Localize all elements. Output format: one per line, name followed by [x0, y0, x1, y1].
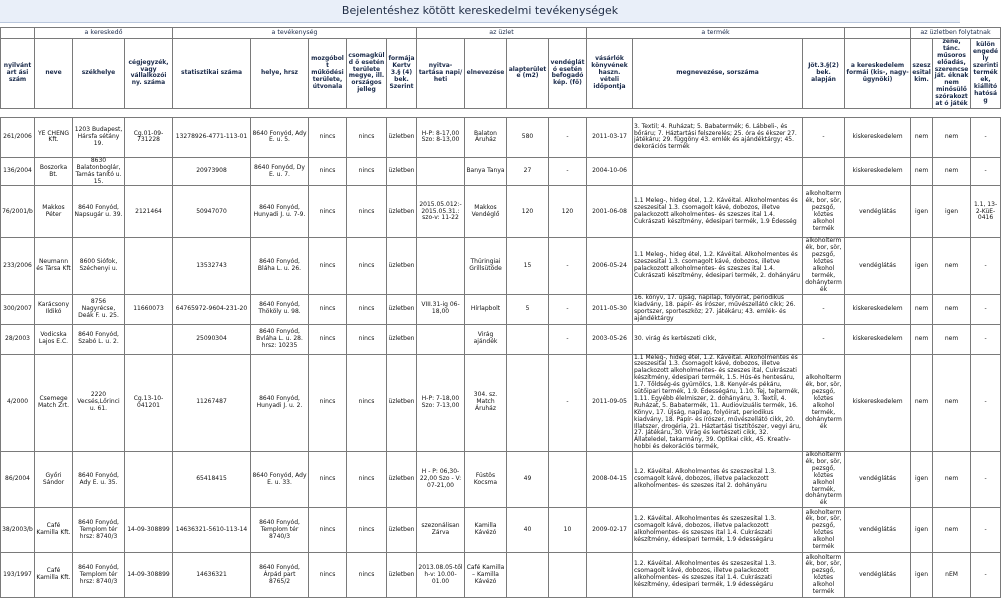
table-cell: Café Kamilla Kft.: [35, 508, 73, 553]
table-cell: 8640 Fonyód, Hunyadi J. u. 7-9.: [251, 186, 309, 238]
table-cell: 300/2007: [1, 294, 35, 324]
table-cell: [549, 452, 587, 508]
column-header: mozgóbolt működési területe, útvonala: [309, 39, 347, 109]
spacer-cell: [845, 108, 911, 117]
table-row: [1, 508, 1001, 553]
table-cell: vendéglátás: [845, 186, 911, 238]
table-cell: nincs: [347, 117, 387, 157]
table-row: [1, 157, 1001, 186]
table-cell: igen: [911, 238, 933, 294]
table-cell: 2004-10-06: [587, 157, 633, 186]
column-header: helye, hrsz: [251, 39, 309, 109]
table-cell: [417, 324, 465, 354]
table-row: [1, 294, 1001, 324]
table-cell: 8640 Fonyód, Hunyadi J. u. 2.: [251, 354, 309, 451]
table-cell: Csemege Match Zrt.: [35, 354, 73, 451]
table-row: [1, 553, 1001, 598]
table-cell: nem: [933, 117, 971, 157]
table-cell: 86/2004: [1, 452, 35, 508]
table-cell: kiskereskedelem: [845, 354, 911, 451]
table-cell: 4/2000: [1, 354, 35, 451]
table-cell: vendéglátás: [845, 238, 911, 294]
table-cell: YE CHENG Kft.: [35, 117, 73, 157]
table-cell: nincs: [347, 324, 387, 354]
table-cell: üzletben: [387, 117, 417, 157]
table-cell: [507, 553, 549, 598]
table-cell: nincs: [347, 238, 387, 294]
table-cell: 8640 Fonyód, Napsugár u. 39.: [73, 186, 125, 238]
spacer-cell: [465, 108, 507, 117]
table-cell: 8640 Fonyód, Bvláha L. u. 28. hrsz: 10235: [251, 324, 309, 354]
table-cell: [125, 238, 173, 294]
table-cell: üzletben: [387, 186, 417, 238]
table-cell: 11660073: [125, 294, 173, 324]
group-header: [845, 28, 911, 39]
table-cell: 8640 Fonyód, Templom tér hrsz: 8740/3: [73, 508, 125, 553]
table-cell: igen: [911, 508, 933, 553]
table-cell: Balaton Áruház: [465, 117, 507, 157]
table-cell: nincs: [309, 157, 347, 186]
table-cell: [417, 238, 465, 294]
table-cell: nem: [933, 238, 971, 294]
table-cell: nem: [911, 117, 933, 157]
table-cell: 2013.08.05-től h-v: 10.00-01.00: [417, 553, 465, 598]
table-cell: nincs: [309, 117, 347, 157]
table-cell: -: [549, 354, 587, 451]
table-cell: nem: [933, 157, 971, 186]
table-cell: nincs: [309, 238, 347, 294]
table-cell: nem: [911, 324, 933, 354]
table-cell: nincs: [347, 294, 387, 324]
table-cell: 2011-05-30: [587, 294, 633, 324]
column-header: vásárlók könyvének haszn. vételi időpontja: [587, 39, 633, 109]
column-header: statisztikai száma: [173, 39, 251, 109]
table-cell: 120: [507, 186, 549, 238]
table-cell: -: [549, 238, 587, 294]
table-cell: -: [971, 452, 1001, 508]
table-cell: 15: [507, 238, 549, 294]
table-cell: nem: [911, 157, 933, 186]
table-cell: 261/2006: [1, 117, 35, 157]
table-cell: nincs: [309, 354, 347, 451]
spacer-cell: [251, 108, 309, 117]
spacer-cell: [417, 108, 465, 117]
table-cell: Kamilla Kávézó: [465, 508, 507, 553]
table-cell: -: [971, 117, 1001, 157]
document-title-bar: [0, 0, 960, 23]
table-cell: 64765972-9604-231-20: [173, 294, 251, 324]
table-cell: nincs: [309, 294, 347, 324]
table-cell: 8640 Fonyód, Szabó L. u. 2.: [73, 324, 125, 354]
table-cell: 8640 Fonyód, Templom tér hrsz: 8740/3: [73, 553, 125, 598]
table-cell: Café Kamilla Kft.: [35, 553, 73, 598]
spacer-cell: [1, 108, 35, 117]
column-header: nyilvántart ási szám: [1, 39, 35, 109]
table-cell: alkoholtermék, bor, sör, pezsgő, köztes alkohol termék: [803, 508, 845, 553]
table-cell: igen: [911, 186, 933, 238]
table-cell: 3. Textil; 4. Ruházat; 5. Babatermék; 6. Lábbeli-, és bőráru; 7. Háztartási felszerelés; 25. óra és ékszer 27. játékáru; 29. függöny 43. emlék és ajándéktárgy; 45. dekorációs termék: [633, 117, 803, 157]
column-header: elnevezése: [465, 39, 507, 109]
table-cell: 1.2. Kávéital. Alkoholmentes és szeszesital 1.3. csomagolt kávé, dobozos, illetve palackozott alkoholmentes- és szeszes ital 2. dohányáru: [633, 452, 803, 508]
table-cell: 25090304: [173, 324, 251, 354]
table-cell: Thüringiai Grillsütöde: [465, 238, 507, 294]
table-cell: H-P: 8-17,00 Szo: 8-13,00: [417, 117, 465, 157]
table-cell: Győri Sándor: [35, 452, 73, 508]
table-cell: 120: [549, 186, 587, 238]
table-cell: -: [803, 117, 845, 157]
group-header: a kereskedő: [35, 28, 173, 39]
spacer-cell: [73, 108, 125, 117]
spacer-cell: [549, 108, 587, 117]
table-cell: 304. sz. Match Áruház: [465, 354, 507, 451]
table-cell: nem: [933, 354, 971, 451]
table-cell: 1.1 Meleg-, hideg étel, 1.2. Kávéital. Alkoholmentes és szeszesital 1.3. csomagolt kávé, dobozos, illetve palackozott alkoholmentes- és szeszes ital 1.4. Cukrászati készítmény, édesipari termék, 2. dohányáru: [633, 238, 803, 294]
table-cell: -: [971, 324, 1001, 354]
table-cell: [507, 324, 549, 354]
table-cell: Karácsony Ildikó: [35, 294, 73, 324]
table-row: [1, 117, 1001, 157]
column-header: székhelye: [73, 39, 125, 109]
table-cell: alkoholtermék, bor, sör, pezsgő, köztes alkohol termék: [803, 553, 845, 598]
table-cell: -: [803, 294, 845, 324]
table-cell: üzletben: [387, 553, 417, 598]
table-cell: nincs: [347, 553, 387, 598]
table-cell: nem: [933, 324, 971, 354]
table-cell: 20973908: [173, 157, 251, 186]
table-cell: 8640 Fonyód, Thököly u. 98.: [251, 294, 309, 324]
table-cell: [125, 157, 173, 186]
table-cell: 13532743: [173, 238, 251, 294]
table-cell: 1.2. Kávéital. Alkoholmentes és szeszesital 1.3. csomagolt kávé, dobozos, illetve palackozott alkoholmentes- és szeszes ital 1.4. Cukrászati készítmény, édesipari termék, 1.9 édességáru: [633, 553, 803, 598]
spacer-cell: [633, 108, 803, 117]
table-cell: 16. könyv, 17. újság, napilap, folyóirat, periodikus kiadvány, 18. papír- és írószer, művészellátó cikk; 26. sportszer, sporteszköz; 27. játékáru; 43. emlék- és ajándéktárgy: [633, 294, 803, 324]
table-cell: 49: [507, 452, 549, 508]
table-cell: nincs: [347, 186, 387, 238]
table-cell: 580: [507, 117, 549, 157]
table-cell: Cg.01-09-731228: [125, 117, 173, 157]
table-cell: 28/2003: [1, 324, 35, 354]
table-cell: 8640 Fonyód, Bláha L. u. 26.: [251, 238, 309, 294]
table-cell: 76/2001/b: [1, 186, 35, 238]
table-cell: Makkos Vendéglő: [465, 186, 507, 238]
column-header: megnevezése, sorszáma: [633, 39, 803, 109]
table-cell: 14636321-5610-113-14: [173, 508, 251, 553]
group-header: az üzlet: [417, 28, 587, 39]
column-header: csomagküld ő esetén területe megye, ill. országos jelleg: [347, 39, 387, 109]
table-row: [1, 452, 1001, 508]
table-cell: 2001-06-08: [587, 186, 633, 238]
table-cell: nincs: [309, 324, 347, 354]
table-cell: H - P: 06,30-22,00 Szo - V: 07-21,00: [417, 452, 465, 508]
table-cell: -: [549, 294, 587, 324]
spacer-cell: [587, 108, 633, 117]
table-cell: 8600 Siófok, Széchenyi u.: [73, 238, 125, 294]
group-header: a tevékenység: [173, 28, 417, 39]
table-cell: 193/1997: [1, 553, 35, 598]
table-cell: 2009-02-17: [587, 508, 633, 553]
table-cell: -: [971, 508, 1001, 553]
spacer-cell: [35, 108, 73, 117]
table-cell: 2011-09-05: [587, 354, 633, 451]
table-cell: [803, 157, 845, 186]
table-cell: 14-09-308899: [125, 553, 173, 598]
table-cell: Cg.13-10-041201: [125, 354, 173, 451]
table-cell: nincs: [309, 186, 347, 238]
table-cell: nem: [911, 354, 933, 451]
table-cell: -: [549, 324, 587, 354]
spacer-cell: [911, 108, 933, 117]
table-cell: -: [971, 294, 1001, 324]
table-cell: vendéglátás: [845, 553, 911, 598]
table-cell: 50947070: [173, 186, 251, 238]
column-header: szeszesital kim.: [911, 39, 933, 109]
spacer-cell: [125, 108, 173, 117]
table-cell: Café Kamilla – Kamilla Kávézó: [465, 553, 507, 598]
column-header-row: [1, 39, 1001, 109]
table-cell: üzletben: [387, 294, 417, 324]
table-cell: nincs: [309, 553, 347, 598]
table-cell: igen: [933, 186, 971, 238]
table-cell: 5: [507, 294, 549, 324]
table-cell: 8640 Fonyód, Ady E. u. 5.: [251, 117, 309, 157]
table-cell: üzletben: [387, 452, 417, 508]
table-cell: nem: [933, 294, 971, 324]
table-cell: vendéglátás: [845, 452, 911, 508]
table-cell: 8640 Fonyód, Árpád part 8765/2: [251, 553, 309, 598]
spacer-cell: [347, 108, 387, 117]
table-cell: 14636321: [173, 553, 251, 598]
table-cell: -: [971, 553, 1001, 598]
table-cell: nem: [933, 452, 971, 508]
column-header: a kereskedelem formái (kis-, nagy- ügynöki): [845, 39, 911, 109]
table-cell: 30. virág és kertészeti cikk,: [633, 324, 803, 354]
column-header: neve: [35, 39, 73, 109]
column-header: vendéglátó esetén befogadó kép. (fő): [549, 39, 587, 109]
table-cell: [587, 553, 633, 598]
table-cell: [507, 354, 549, 451]
table-cell: Boszorka Bt.: [35, 157, 73, 186]
table-cell: 2015.05.012:- 2015.05.31.: szo-v: 11-22: [417, 186, 465, 238]
table-cell: 2011-03-17: [587, 117, 633, 157]
table-cell: alkoholtermék, bor, sör, pezsgő, köztes alkohol termék: [803, 186, 845, 238]
table-cell: 1.1 Meleg-, hideg étel, 1.2. Kávéital. Alkoholmentes és szeszesital 1.3. csomagolt kávé, dobozos, illetve palackozott alkoholmentes- és szeszes ital, Cukrászati készítmény, édesipari termék, 1.5. Hús-és hentesáru, 1.7. Tőldség-és gyümölcs, 1.8. Kenyér-és pékáru, sütőipari termék, 1.9. Édességáru, 1.10. Tej, tejtermék, 1.11. Egyébb élelmiszer, 2. dohányáru, 3. Textil, 4. Ruházat, 5. Babatermék, 11. Audiovizuális termék, 16. Könyv, 17. Újság, napilap, folyóirat, periodikus kiadvány, 18. Papír- és írószer, művészellátó cikk, 20. Illatszer, drogéria, 21. Háztartási tisztítószer, vegyi áru, 27. Játékáru, 30. Virág és kertészeti cikk, 32. Állateledel, takarmány, 39. Optikai cikk, 45. Kreatív- hobbi és dekorációs termék,: [634, 353, 801, 451]
table-cell: 2003-05-26: [587, 324, 633, 354]
table-cell: nincs: [347, 452, 387, 508]
table-cell: 11267487: [173, 354, 251, 451]
column-header: cégjegyzék, vagy vállalkozói ny. száma: [125, 39, 173, 109]
table-cell: nem: [911, 294, 933, 324]
table-cell: alkoholtermék, bor, sör, pezsgő, köztes alkohol termék, dohánytermék: [803, 354, 845, 451]
table-cell: Virág ajándék: [465, 324, 507, 354]
table-cell: üzletben: [387, 354, 417, 451]
table-cell: 8756 Nagyrécse, Deák F. u. 25.: [73, 294, 125, 324]
group-header: az üzletben folytatnak: [911, 28, 1001, 39]
table-cell: üzletben: [387, 238, 417, 294]
column-header: zene, tánc. műsoros előadás, szerencseját. éknak nem minősülő szórakoztat ó játék: [933, 39, 971, 109]
table-cell: nincs: [347, 508, 387, 553]
group-header: a termék: [587, 28, 845, 39]
table-cell: 27: [507, 157, 549, 186]
table-cell: [125, 324, 173, 354]
table-cell: üzletben: [387, 324, 417, 354]
table-cell: kiskereskedelem: [845, 117, 911, 157]
spacer-cell: [507, 108, 549, 117]
column-header: alapterülete (m2): [507, 39, 549, 109]
table-cell: nEM: [933, 553, 971, 598]
spacer-cell: [933, 108, 971, 117]
table-cell: nincs: [309, 508, 347, 553]
document-title: Bejelentéshez kötött kereskedelmi tevékenységek: [341, 4, 619, 17]
table-cell: 38/2003/b: [1, 508, 35, 553]
table-cell: 1203 Budapest, Hársfa sétány 19.: [73, 117, 125, 157]
table-cell: 2121464: [125, 186, 173, 238]
table-cell: 8640 Fonyód, Dy E. u. 7.: [251, 157, 309, 186]
table-cell: -: [803, 324, 845, 354]
table-cell: VIII.31-ig 06-18,00: [417, 294, 465, 324]
table-cell: -: [971, 238, 1001, 294]
table-cell: kiskereskedelem: [845, 294, 911, 324]
group-header: [1, 28, 35, 39]
table-cell: 10: [549, 508, 587, 553]
table-cell: -: [549, 117, 587, 157]
spacer-cell: [971, 108, 1001, 117]
table-cell: Füstös Kocsma: [465, 452, 507, 508]
column-header: nyitva-tartása napi/ heti: [417, 39, 465, 109]
table-cell: nincs: [309, 452, 347, 508]
table-cell: -: [971, 354, 1001, 451]
spacer-cell: [173, 108, 251, 117]
table-cell: kiskereskedelem: [845, 157, 911, 186]
table-cell: [633, 157, 803, 186]
table-cell: 14-09-308899: [125, 508, 173, 553]
spacer-row: [1, 108, 1001, 117]
table-cell: igen: [911, 452, 933, 508]
table-cell: Makkos Péter: [35, 186, 73, 238]
table-cell: igen: [911, 553, 933, 598]
table-cell: [417, 157, 465, 186]
spacer-cell: [387, 108, 417, 117]
table-cell: [549, 553, 587, 598]
table-cell: kiskereskedelem: [845, 324, 911, 354]
spacer-cell: [309, 108, 347, 117]
table-cell: 8640 Fonyód, Templom tér 8740/3: [251, 508, 309, 553]
table-cell: vendéglátás: [845, 508, 911, 553]
table-cell: 2008-04-15: [587, 452, 633, 508]
table-cell: 1.2. Kávéital. Alkoholmentes és szeszesital 1.3. csomagolt kávé, dobozos, illetve palackozott alkoholmentes- és szeszes ital 1.4. Cukrászati készítmény, édesipari termék, 1.9 édességáru: [633, 508, 803, 553]
table-cell: szezonálisan Zárva: [417, 508, 465, 553]
registry-table: [0, 27, 1001, 598]
table-cell: nem: [933, 508, 971, 553]
column-header: formája Kertv 3.§ (4) bek. Szerint: [387, 39, 417, 109]
table-cell: Vodicska Lajos E.C.: [35, 324, 73, 354]
column-header: Jöt.3.§(2) bek. alapján: [803, 39, 845, 109]
table-cell: 65418415: [173, 452, 251, 508]
table-cell: üzletben: [387, 157, 417, 186]
table-body: [1, 108, 1001, 597]
table-cell: 1.1 Meleg-, hideg étel, 1.2. Kávéital. Alkoholmentes és szeszesital 1.3. csomagolt kávé, dobozos, illetve palackozott alkoholmentes- és szeszes ital 1.4. Cukrászati készítmény, édesipari termék, 1.9 Édesség: [633, 186, 803, 238]
table-cell: 13278926-4771-113-01: [173, 117, 251, 157]
table-cell: Neumann és Társa Kft: [35, 238, 73, 294]
spacer-cell: [803, 108, 845, 117]
table-cell: nincs: [347, 157, 387, 186]
table-cell: -: [971, 157, 1001, 186]
table-cell: 8630 Balatonboglár, Tamás tanító u. 15.: [73, 157, 125, 186]
table-row: [1, 238, 1001, 294]
table-cell: üzletben: [387, 508, 417, 553]
table-cell: 8640 Fonyód, Ady E. u. 35.: [73, 452, 125, 508]
table-cell: alkoholtermék, bor, sör, pezsgő, köztes alkohol termék, dohánytermék: [803, 238, 845, 294]
table-row: [1, 324, 1001, 354]
table-cell: [125, 452, 173, 508]
column-header: külön engedély szerinti termékek, kiállító hatóság: [971, 39, 1001, 109]
table-cell: nincs: [347, 354, 387, 451]
table-cell: alkoholtermék, bor, sör, pezsgő, köztes alkohol termék, dohánytermék: [803, 452, 845, 508]
table-cell: H-P: 7-18,00 Szo: 7-13,00: [417, 354, 465, 451]
table-cell: 40: [507, 508, 549, 553]
table-cell: 136/2004: [1, 157, 35, 186]
table-row: [1, 186, 1001, 238]
table-cell: -: [549, 157, 587, 186]
table-cell: Hírlapbolt: [465, 294, 507, 324]
table-cell: 8640 Fonyód, Ady E. u. 33.: [251, 452, 309, 508]
table-cell: Banya Tanya: [465, 157, 507, 186]
table-cell: 2006-05-24: [587, 238, 633, 294]
table-cell: 233/2006: [1, 238, 35, 294]
table-cell: 1.1, 13-2-KüE-0416: [971, 186, 1001, 238]
table-cell: 2220 Vecsés,Lőrinci u. 61.: [73, 354, 125, 451]
table-row: [1, 354, 1001, 451]
group-header-row: [1, 28, 1001, 39]
